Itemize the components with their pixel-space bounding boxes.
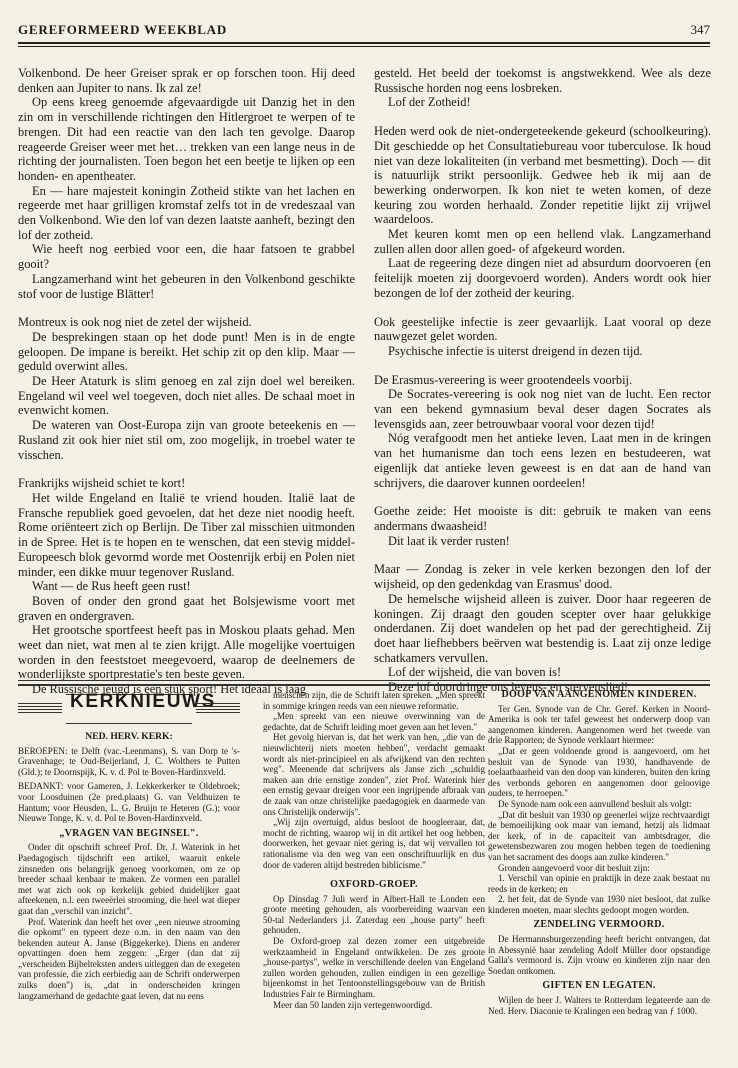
editorial-column-right bbox=[374, 66, 711, 695]
heading-giften-en-legaten: GIFTEN EN LEGATEN. bbox=[542, 980, 656, 992]
banner-ornament-right bbox=[196, 703, 240, 717]
section-rule bbox=[18, 680, 710, 681]
kerknieuws-section bbox=[18, 690, 710, 1060]
kerknieuws-column-2 bbox=[263, 690, 485, 1010]
paragraph: Boven of onder den grond gaat het Bolsjewisme voort met graven en ondergraven. bbox=[18, 593, 355, 623]
paragraph: Nóg verafgoodt men het antieke leven. Laat men in de kringen van het humanisme dan toch eens lezen en bestudeeren, wat eigenlijk dat antieke leven geweest is en dat aan de hand van schrijvers, die daarover kunnen oordeelen! bbox=[374, 431, 711, 490]
paragraph: Dit laat ik verder rusten! bbox=[388, 533, 510, 548]
paragraph-gap bbox=[374, 301, 711, 315]
paragraph: De Heer Ataturk is slim genoeg en zal zijn doel wel bereiken. Engeland wil veel wel toegeven, doch niet alles. De schaal moet in evenwicht komen. bbox=[18, 374, 355, 418]
paragraph: De Oxford-groep zal dezen zomer een uitgebreide werkzaamheid in Engeland ontwikkelen. De zes groote „house-partys", welke in verschillende deelen van Engeland zullen worden gehouden, zullen eindigen in een gezellige bijeenkomst in het Tentoonstellingsgebouw van de British Industries Fair te Birmingham. bbox=[263, 936, 485, 1000]
paragraph: De besprekingen staan op het dode punt! Men is in de engte geloopen. De impane is bereikt. Het schip zit op den klip. Maar — geduld overwint alles. bbox=[18, 329, 355, 374]
paragraph: Heden werd ook de niet-ondergeteekende gekeurd (schoolkeuring). Dit geschiedde op het Consultatiebureau voor tuberculose. Ik houd niet van deze lokaliteiten (in verband met besmetting). Doch — dit is natuurlijk strikt persoonlijk. Gedwee heb ik mij aan de bewerking onderworpen. Ik kon niet te weten komen, of deze keuring zou worden herhaald. Zonder repetitie lijkt zij vrijwel waardeloos. bbox=[374, 124, 711, 227]
paragraph: Want — de Rus heeft geen rust! bbox=[32, 579, 191, 594]
paragraph: 1. Verschil van opinie en praktijk in deze zaak bestaat nu reeds in de kerken; en bbox=[488, 873, 710, 894]
paragraph-bedankt: BEDANKT: voor Gameren, J. Lekkerkerker te Oldebroek; voor Loosduinen (2e pred.plaats) G. van Veldhuizen te Hantum; voor Heusden, L. G. Bruijn te Heteren (G.); voor Nieuwe Tonge, K. v. d. Pol te Boven-Hardinxveld. bbox=[18, 781, 240, 824]
banner-ornament-left bbox=[18, 703, 62, 717]
paragraph: En — hare majesteit koningin Zotheid stikte van het lachen en regeerde met haar grilligen kromstaf zelfs tot in de vredeszaal van den Volkenbond. Wie den lof van dezen laatste aanheft, bezingt den lof der zotheid. bbox=[18, 183, 355, 242]
paragraph: Het wilde Engeland en Italië te vriend houden. Italië laat de Fransche republiek goed gevoelen, dat het deze niet noodig heeft. Rome oriënteert zich op Berlijn. De Tiber zal misschien uitmonden in de Spree. Het is te hopen en te wenschen, dat een stevig middel-Europeesch blok gevormd worde met Oostenrijk erbij en Polen niet minder, een dikke muur tegenover Rusland. bbox=[18, 490, 355, 579]
paragraph: Montreux is ook nog niet de zetel der wijsheid. bbox=[18, 315, 252, 330]
paragraph: Het gevolg hiervan is, dat het werk van hen, „die van de nieuwlichterij niets moeten hebben", verdacht gemaakt wordt als niet-principieel en als afwijkend van den rechten weg". Meenende dat schrijvers als Janse zich „schuldig maken aan drie ernstige zonden", ziet Prof. Waterink hier een ernstig gevaar dreigen voor een ingrijpende afbraak van de zaak van onze christelijke paedagogiek en daarmede van ons Christelijk onderwijs". bbox=[263, 732, 485, 817]
paragraph: Op Dinsdag 7 Juli werd in Albert-Hall te Londen een groote meeting gehouden, als voorbereiding waarvan een 50-tal Nederlanders j.l. Zaterdag een „house party" heeft gehouden. bbox=[263, 893, 485, 936]
paragraph: De Erasmus-vereering is weer grootendeels voorbij. bbox=[374, 372, 633, 387]
header-rule-thin bbox=[18, 46, 710, 47]
paragraph: „Dat er geen voldoende grond is aangevoerd, om het besluit van de Synode van 1930, handhavende de toelaatbaarheid van den doop van kinderen, buiten den kring des verbonds geboren en aangenomen door geloovige ouders, te herroepen." bbox=[488, 745, 710, 799]
paragraph: Het grootsche sportfeest heeft pas in Moskou plaats gehad. Men weet dan niet, wat men al te zien krijgt. Alle mogelijke voertuigen worden in den feeststoet meegevoerd, waarop de deelnemers de wonderlijkste sportprestatie's ten beste geven. bbox=[18, 623, 355, 682]
paragraph: De Synode nam ook een aanvullend besluit als volgt: bbox=[498, 798, 692, 809]
paragraph: Ter Gen. Synode van de Chr. Geref. Kerken in Noord-Amerika is ook ter tafel geweest het onderwerp doop van aangenomen kinderen. Aangenomen werd het tweede van drie Rapporten; de Synode verklaart hiermee: bbox=[488, 703, 710, 746]
paragraph: „Men spreekt van een nieuwe overwinning van de gedachte, dat de Schrift leiding moet geven aan het leven." bbox=[263, 711, 485, 732]
paragraph: De Socrates-vereering is ook nog niet van de lucht. Een rector van een bekend gymnasium beval deser dagen Socrates als levensgids aan, zeer betrouwbaar vooral voor dezen tijd! bbox=[374, 387, 711, 431]
kerknieuws-banner bbox=[18, 691, 240, 724]
paragraph: Op eens kreeg genoemde afgevaardigde uit Danzig het in den zin om in verschillende richtingen den Hitlergroet te werpen of te brengen. Dit had een reactie van den lach ten gevolge. Daarop reageerde Greiser weer met het… trekken van een lange neus in de richting der journalisten. Toen begon het een beetje te lijken op een honden- en apentheater. bbox=[18, 95, 355, 183]
paragraph: menschen zijn, die de Schrift laten spreken. „Men spreekt in sommige kringen reeds van een nieuwe reformatie. bbox=[263, 690, 485, 711]
paragraph: De hemelsche wijsheid alleen is zuiver. Door haar regeeren de koningen. Zij draagt den gouden scepter over haar gelukkige onderdanen. Zij doet wandelen op het pad der gerechtigheid. Zij doet haar liefhebbers beërven wat bestendig is. Laat zij onze ledige schatkamers vervullen. bbox=[374, 591, 711, 665]
heading-doop-aangenomen-kinderen: DOOP VAN AANGENOMEN KINDEREN. bbox=[501, 689, 697, 700]
paragraph-gap bbox=[18, 301, 355, 315]
paragraph: „Wij zijn overtuigd, aldus besloot de hoogleeraar, dat, mocht de richting, waarop wij in dit artikel het oog hebben, doorwerken, het gevaar niet gering is, dat wij vervallen tot rationalisme via den weg van een onschriftuurlijk en dus door de vaderen altijd bestreden biblicisme." bbox=[263, 817, 485, 870]
paragraph: Maar — Zondag is zeker in vele kerken bezongen den lof der wijsheid, op den gedenkdag van Erasmus' dood. bbox=[374, 562, 711, 592]
paragraph: Prof. Waterink dan heeft het over „een nieuwe strooming die opkomt" en typeert deze o.m. in den naam van den bekenden auteur A. Janse (Biggekerke). Diens en anderer opvattingen doen hem zeggen: „Erger (dan dat zij „verscheiden Bijbelteksten anders uitleggen dan de exegeten van professie, die zich eerbiedig aan de Schrift onderwerpen zulks doen") is, „dat in onderscheiden kringen langzamerhand de gedachte gaat leven, dat nu eens bbox=[18, 916, 240, 1001]
paragraph: Ook geestelijke infectie is zeer gevaarlijk. Laat vooral op deze nauwgezet gelet worden. bbox=[374, 314, 711, 344]
paragraph-gap bbox=[374, 359, 711, 373]
kerknieuws-title: KERKNIEUWS bbox=[70, 691, 216, 712]
paragraph: Lof der wijsheid, die van boven is! bbox=[388, 665, 562, 680]
heading-zendeling-vermoord: ZENDELING VERMOORD. bbox=[533, 919, 665, 931]
publication-title: GEREFORMEERD WEEKBLAD bbox=[18, 22, 228, 37]
kerknieuws-column-3 bbox=[488, 690, 710, 1016]
paragraph-gap bbox=[374, 548, 711, 562]
paragraph: Frankrijks wijsheid schiet te kort! bbox=[18, 476, 186, 491]
paragraph: Meer dan 50 landen zijn vertegenwoordigd. bbox=[273, 999, 433, 1010]
paragraph: Lof der Zotheid! bbox=[388, 95, 471, 110]
header-rule bbox=[18, 42, 710, 44]
running-header bbox=[18, 22, 710, 40]
editorial-column-left bbox=[18, 66, 355, 697]
page-number: 347 bbox=[690, 22, 710, 37]
paragraph: Wijlen de heer J. Walters te Rotterdam legateerde aan de Ned. Herv. Diaconie te Kralingen een bedrag van ƒ 1000. bbox=[488, 995, 710, 1016]
paragraph: „Dat dit besluit van 1930 op geenerlei wijze rechtvaardigt de bemoeilijking ook maar van iemand, hetzij als lidmaat der kerk, of in de capaciteit van ambtsdrager, die gewetensbezwaren zou mogen hebben tegen de toediening van het sacrament des doops aan zulke kinderen." bbox=[488, 809, 710, 862]
paragraph-beroepen: BEROEPEN: te Delft (vac.-Leenmans), S. van Dorp te 's-Gravenhage; te Oud-Beijerland, J. C. Wolthers te Putten (Gld.); te Doornspijk, K. v. d. Pol te Boven-Hardinxveld. bbox=[18, 745, 240, 777]
paragraph: De wateren van Oost-Europa zijn van groote beteekenis en — Rusland zit ook hier niet stil om, zoo mogelijk, in troebel water te visschen. bbox=[18, 418, 355, 462]
paragraph-gap bbox=[374, 110, 711, 124]
paragraph: De Hermannsburgerzending heeft bericht ontvangen, dat in Abessynië haar zendeling Adolf Müller door opstandige Galla's vermoord is. Zijn vrouw en kinderen zijn naar den Soedan ontkomen. bbox=[488, 934, 710, 976]
paragraph: De Russische jeugd is één stuk sport! Het ideaal is laag bbox=[32, 682, 306, 697]
paragraph: gesteld. Het beeld der toekomst is angstwekkend. Wee als deze Russische horden nog eens losbreken. bbox=[374, 66, 711, 95]
paragraph-gap bbox=[18, 462, 355, 476]
paragraph: Laat de regeering deze dingen niet ad absurdum doorvoeren (en feitelijk moeten zij doorgevoerd worden). Anders wordt ook hier bezongen de lof der zotheid der keuring. bbox=[374, 256, 711, 300]
paragraph: Goethe zeide: Het mooiste is dit: gebruik te maken van eens andermans dwaasheid! bbox=[374, 504, 711, 533]
paragraph: Psychische infectie is uiterst dreigend in dezen tijd. bbox=[388, 343, 643, 358]
paragraph: Volkenbond. De heer Greiser sprak er op forschen toon. Hij deed denken aan Jupiter to nans. Ik zal ze! bbox=[18, 66, 355, 95]
paragraph-gap bbox=[374, 490, 711, 504]
paragraph: Met keuren komt men op een hellend vlak. Langzamerhand zullen allen door allen goed- of afgekeurd worden. bbox=[374, 227, 711, 256]
paragraph: Langzamerhand wint het gebeuren in den Volkenbond geschikte stof voor de lustige Blätter! bbox=[18, 271, 355, 301]
paragraph: Gronden aangevoerd voor dit besluit zijn: bbox=[498, 862, 650, 873]
kerknieuws-column-1 bbox=[18, 690, 240, 1001]
section-rule-thick bbox=[18, 684, 710, 686]
paragraph: 2. het feit, dat de Synde van 1930 niet besloot, dat zulke kinderen moeten, maar slechts gedoopt mogen worden. bbox=[488, 894, 710, 915]
heading-oxford-groep: OXFORD-GROEP. bbox=[330, 879, 418, 891]
heading-vragen-van-beginsel: „VRAGEN VAN BEGINSEL". bbox=[59, 827, 199, 839]
paragraph: Deze lof doordringe ons levens- en stervenslied! bbox=[388, 680, 629, 695]
heading-ned-herv-kerk: NED. HERV. KERK: bbox=[85, 731, 173, 742]
paragraph: Wie heeft nog eerbied voor een, die haar fatsoen te grabbel gooit? bbox=[18, 242, 355, 272]
paragraph: Onder dit opschrift schreef Prof. Dr. J. Waterink in het Paedagogisch tijdschrift een artikel, waaruit enkele zinsneden ons belangrijk genoeg voorkomen, om ze op breeder schaal kenbaar te maken. Ze vormen een parallel met wat zich ook op kerkelijk gebied duidelijker gaat afteekenen, n.l. een tweeërlei strooming, die heel wat dieper gaat dan „verschil van inzicht". bbox=[18, 842, 240, 916]
